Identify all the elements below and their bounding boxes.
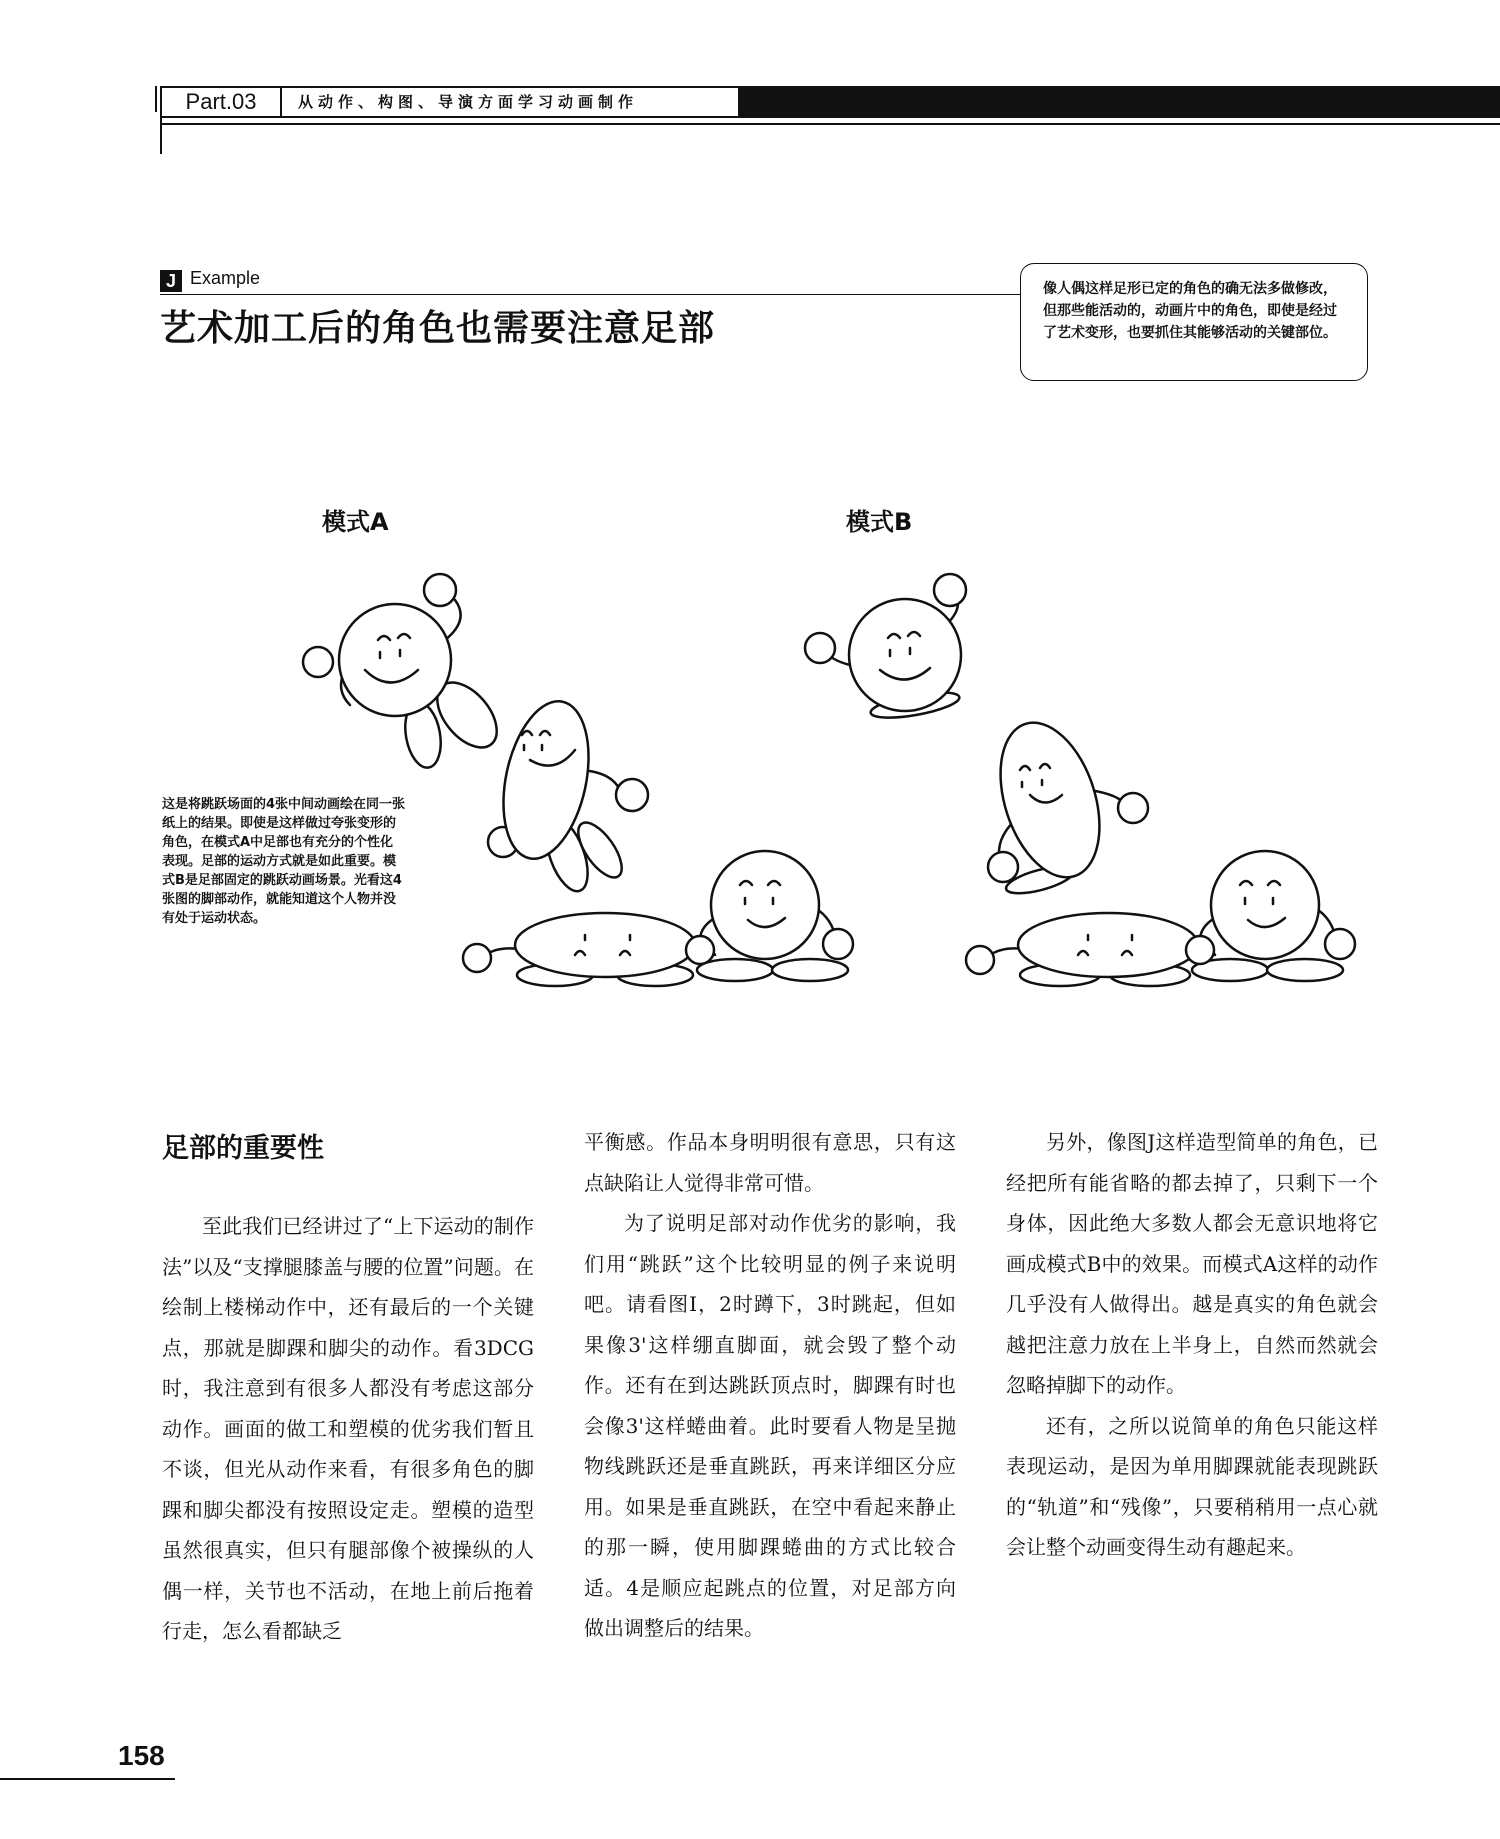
example-letter-badge: J	[160, 270, 182, 292]
section-heading: 足部的重要性	[162, 1133, 324, 1164]
part-label: Part.03	[160, 88, 282, 116]
note-text: 像人偶这样足形已定的角色的确无法多做修改，但那些能活动的，动画片中的角色，即使是经过了艺术变形，也要抓住其能够活动的关键部位。	[1043, 281, 1337, 341]
character-b4	[1186, 851, 1355, 981]
character-a4	[686, 851, 853, 981]
character-a1	[303, 574, 508, 770]
col3-paragraph-1: 另外，像图J这样造型简单的角色，已经把所有能省略的都去掉了，只剩下一个身体，因此绝大多数人都会无意识地将它画成模式B中的效果。而模式A这样的动作几乎没有人做得出。越是真实的角色就会越把注意力放在上半身上，自然而然就会忽略掉脚下的动作。	[1006, 1130, 1378, 1397]
page-number: 158	[118, 1740, 165, 1771]
character-a2	[488, 693, 648, 896]
body-column-1	[162, 1206, 534, 1652]
mode-b-label: 模式B	[846, 508, 913, 536]
col2-paragraph-1: 平衡感。作品本身明明很有意思，只有这点缺陷让人觉得非常可惜。	[584, 1130, 956, 1195]
example-label: Example	[190, 268, 261, 288]
series-title: 从动作、构图、导演方面学习动画制作	[298, 93, 639, 111]
col2-paragraph-2: 为了说明足部对动作优劣的影响，我们用“跳跃”这个比较明显的例子来说明吧。请看图I，2时蹲下，3时跳起，但如果像3'这样绷直脚面，就会毁了整个动作。还有在到达跳跃顶点时，脚踝有时也会像3'这样蜷曲着。此时要看人物是呈抛物线跳跃还是垂直跳跃，再来详细区分应用。如果是垂直跳跃，在空中看起来静止的那一瞬，使用脚踝蜷曲的方式比较合适。4是顺应起跳点的位置，对足部方向做出调整后的结果。	[584, 1211, 956, 1640]
col3-paragraph-2: 还有，之所以说简单的角色只能这样表现运动，是因为单用脚踝就能表现跳跃的“轨道”和“残像”，只要稍稍用一点心就会让整个动画变得生动有趣起来。	[1006, 1413, 1378, 1559]
body-column-2	[584, 1122, 956, 1649]
character-b3	[966, 913, 1215, 986]
figure-caption: 这是将跳跃场面的4张中间动画绘在同一张纸上的结果。即使是这样做过夸张变形的角色，在模式A中足部也有充分的个性化表现。足部的运动方式就是如此重要。模式B是足部固定的跳跃动画场景。光看这4张图的脚部动作，就能知道这个人物并没有处于运动状态。	[162, 797, 406, 926]
character-a3	[463, 913, 715, 986]
footer-rule	[0, 1778, 175, 1780]
character-b1	[805, 574, 966, 723]
page-title: 艺术加工后的角色也需要注意足部	[160, 308, 716, 349]
mode-a-label: 模式A	[322, 508, 389, 536]
character-b2	[982, 710, 1148, 899]
col1-paragraph-1: 至此我们已经讲过了“上下运动的制作法”以及“支撑腿膝盖与腰的位置”问题。在绘制上楼梯动作中，还有最后的一个关键点，那就是脚踝和脚尖的动作。看3DCG时，我注意到有很多人都没有考虑这部分动作。画面的做工和塑模的优劣我们暂且不谈，但光从动作来看，有很多角色的脚踝和脚尖都没有按照设定走。塑模的造型虽然很真实，但只有腿部像个被操纵的人偶一样，关节也不活动，在地上前后拖着行走，怎么看都缺乏	[162, 1214, 534, 1643]
body-column-3	[1006, 1122, 1378, 1568]
